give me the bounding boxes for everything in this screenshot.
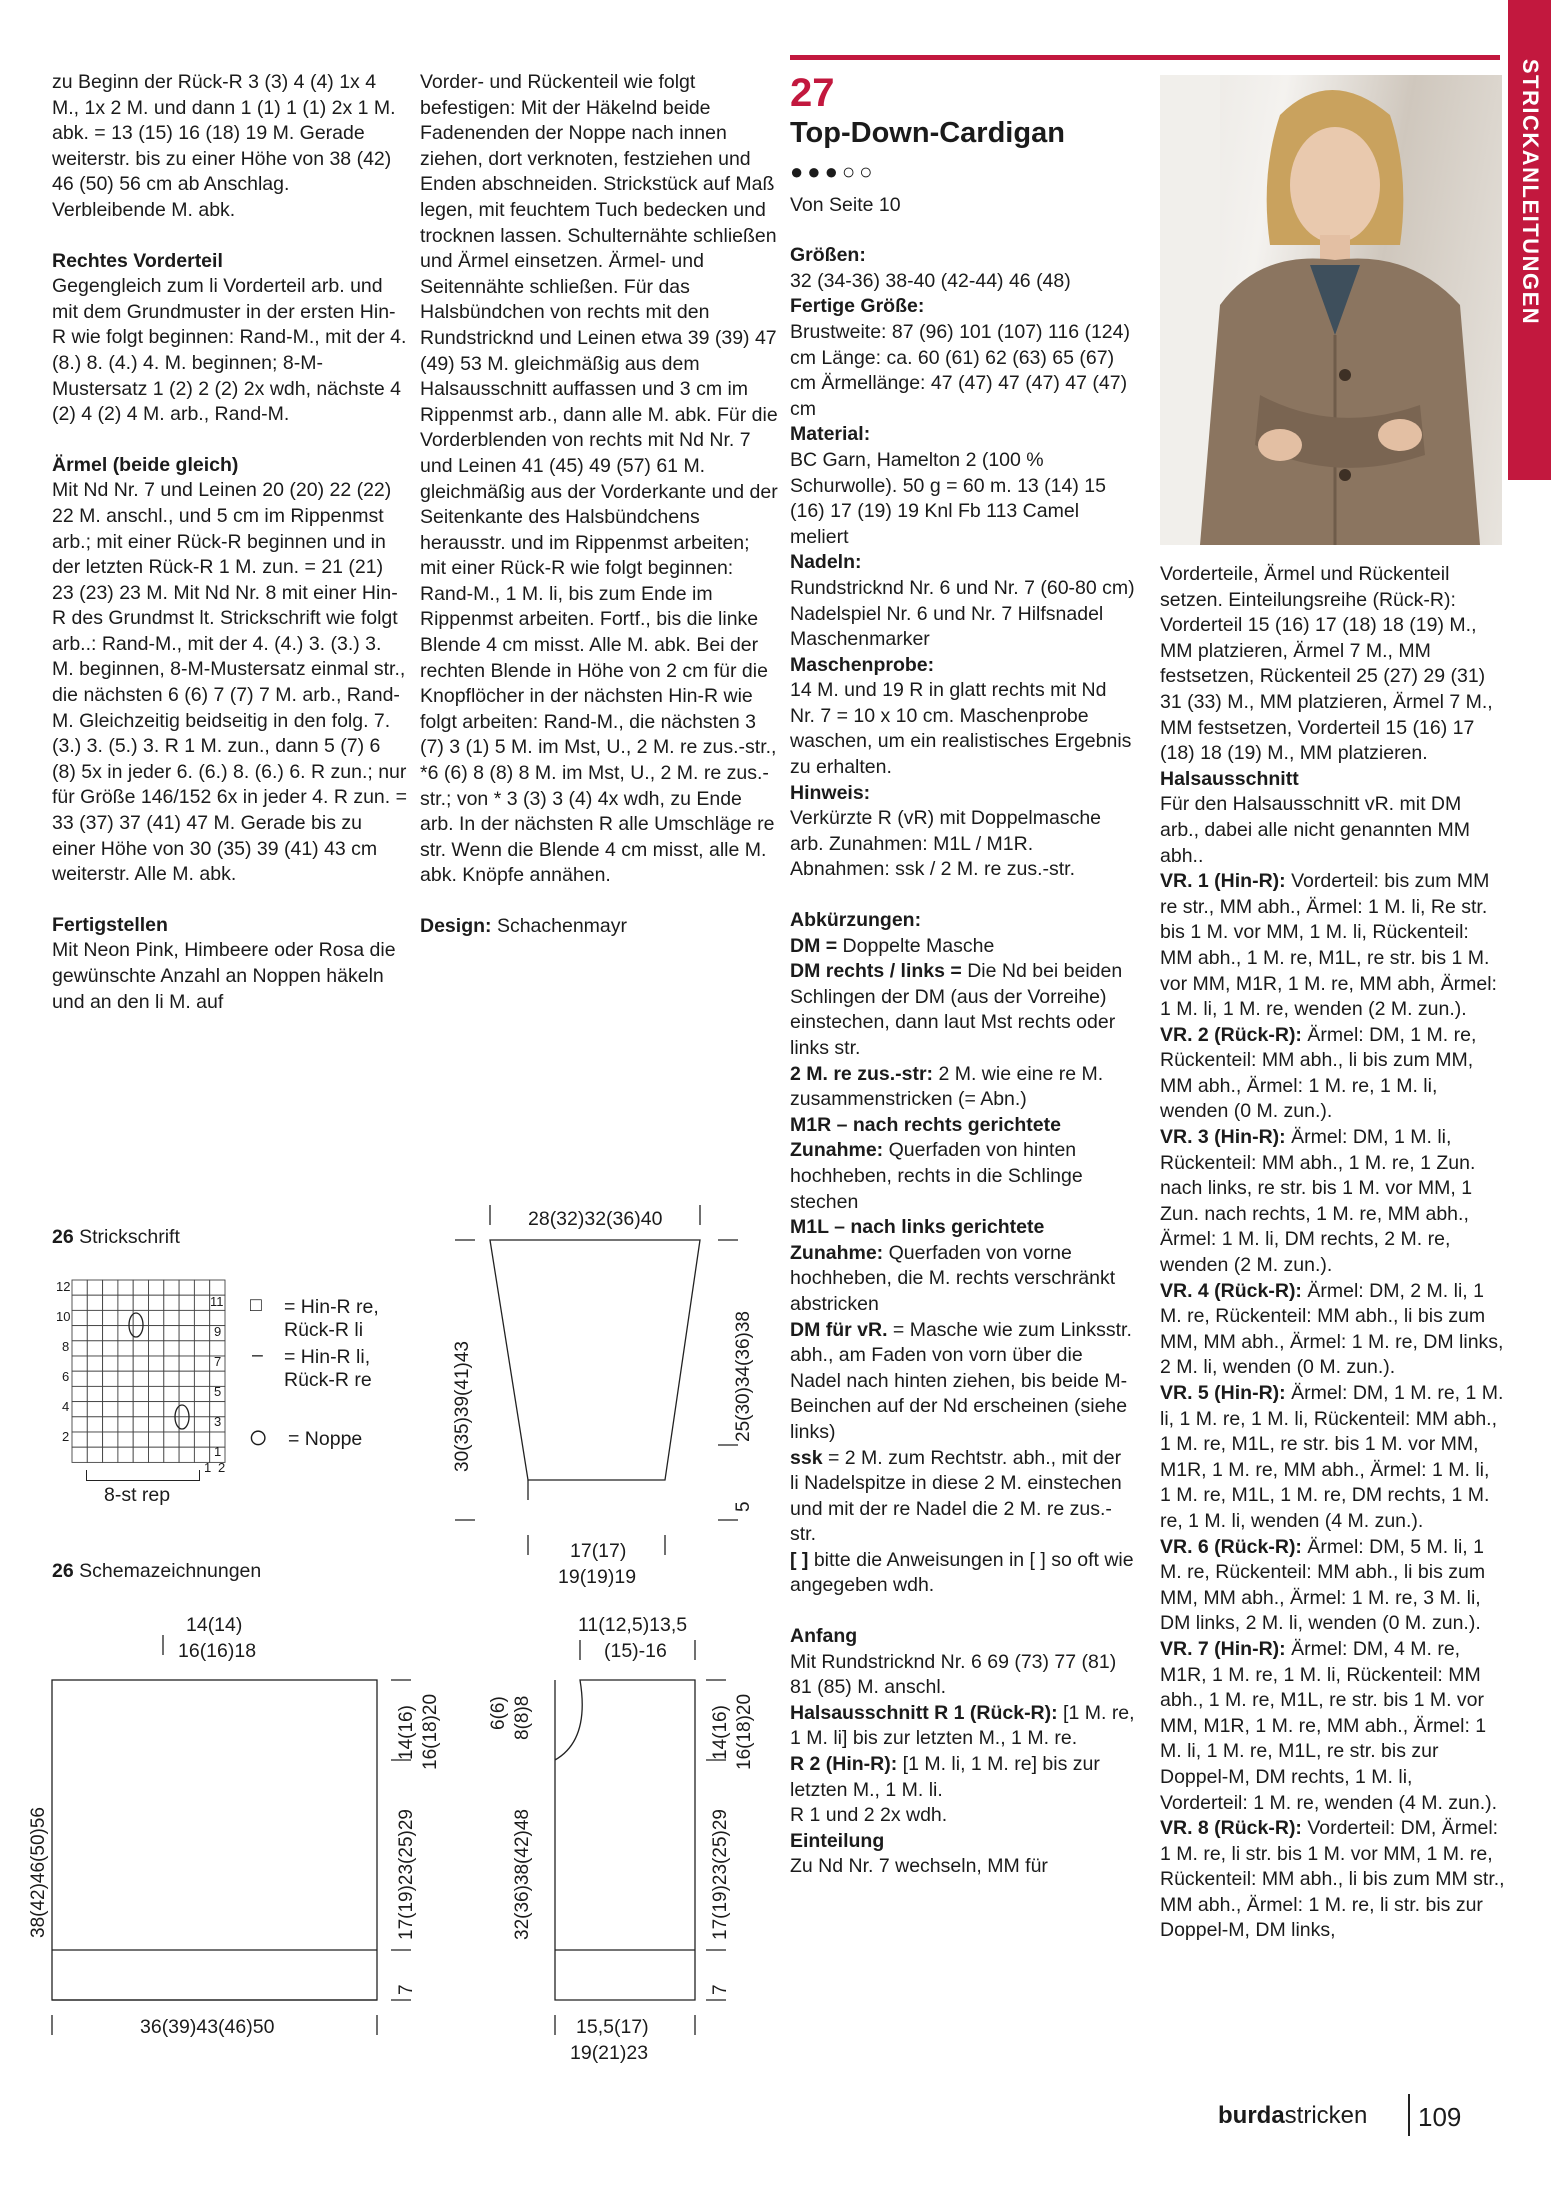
chart-cell xyxy=(179,1386,194,1401)
chart-cell xyxy=(72,1417,87,1432)
front-neck-1: 6(6) xyxy=(488,1696,509,1730)
paragraph: Vorderteile, Ärmel und Rückenteil setzen. Einteilungsreihe (Rück-R): Vorderteil 15 (16) 17 (18) 18 (19) M., MM platzieren, Ärmel 7 M., MM festsetzen, Rückenteil 25 (27) 29 (31) 31 (33) M., MM platzieren, Ärmel 7 M., MM festsetzen, Vorderteil 15 (16) 17 (18) 18 (19) M., MM platzieren. xyxy=(1160,563,1493,765)
abbr-value: bitte die Anweisungen in [ ] so oft wie angegeben wdh. xyxy=(790,1548,1134,1597)
paragraph: Gegengleich zum li Vorderteil arb. und mit dem Grundmuster in der ersten Hin-R wie folgt beginnen: Rand-M., mit der 4. (8.) 8. (4.) 4. M. beginnen; 8-M-Mustersatz 1 (2) 2 (2) 2x wdh, nächste 4 (2) 4 (2) 4 M. arb., Rand-M. xyxy=(52,275,407,426)
row-label: 1 xyxy=(214,1444,222,1459)
col-label: 2 xyxy=(218,1460,226,1475)
chart-cell xyxy=(118,1356,133,1371)
abbreviation-item xyxy=(790,1113,1135,1215)
pattern-number: 27 xyxy=(790,71,835,115)
abbr-value: = 2 M. zum Rechtstr. abh., mit der li Nadelspitze in diese 2 M. einstechen und mit der re Nadel die 2 M. re zus.-str. xyxy=(790,1446,1122,1546)
chart-cell xyxy=(194,1326,209,1341)
column-2 xyxy=(420,70,780,965)
chart-cell xyxy=(87,1447,102,1462)
chart-cell xyxy=(103,1356,118,1371)
chart-cell xyxy=(72,1341,87,1356)
front-width-1: 15,5(17) xyxy=(576,2016,649,2038)
chart-cell xyxy=(103,1280,118,1295)
model-illustration xyxy=(1160,75,1502,545)
chart-cell xyxy=(103,1310,118,1325)
chart-grid xyxy=(72,1280,225,1462)
chart-cell xyxy=(149,1417,164,1432)
row-value: Ärmel: DM, 1 M. re, 1 M. li, 1 M. re, 1 M. li, Rückenteil: MM abh., 1 M. re, M1L, re str. bis 1 M. vor MM, M1R, 1 M. re, MM abh., Ärmel: 1 M. li, 1 M. re, M1L, 1 M. re, DM rechts, 1 M. re, 1 M. li, wenden (4 M. zun.). xyxy=(1160,1382,1504,1532)
chart-cell xyxy=(133,1432,148,1447)
row-value: Ärmel: DM, 5 M. li, 1 M. re, Rückenteil: MM abh., li bis zum MM, MM abh., Ärmel: 1 M. re, 3 M. li, DM links, 2 M. li, wenden (0 M. zun.). xyxy=(1160,1535,1486,1635)
front-outline xyxy=(555,1680,695,2000)
short-row xyxy=(1160,1637,1505,1816)
chart-caption xyxy=(52,1226,180,1249)
chart-cell xyxy=(118,1386,133,1401)
paragraph: Mit Nd Nr. 7 und Leinen 20 (20) 22 (22) 22 M. anschl., und 5 cm im Rippenmst arb.; mit einer Rück-R beginnen und in der letzten Rück-R 1 M. zun. = 21 (21) 23 (23) 23 M. Mit Nd Nr. 8 mit einer Hin-R des Grundmst lt. Strickschrift wie folgt arb..: Rand-M., mit der 4. (4.) 3. (3.) 3. M. beginnen, 8-M-Mustersatz einmal str., die nächsten 6 (6) 7 (7) 7 M. arb., Rand-M. Gleichzeitig beidseitig in den folg. 7. (3.) 3. (5.) 3. R 1 M. zun., dann 5 (7) 6 (8) 5x in jeder 6. (6.) 8. (6.) 6. R zun.; nur für Größe 146/152 6x in jeder 4. R zun. = 33 (37) 37 (41) 47 M. Gerade bis zu einer Höhe von 30 (35) 39 (41) 43 cm weiterstr. Alle M. abk. xyxy=(52,479,407,886)
repeat-bracket xyxy=(86,1470,200,1481)
front-top-2: (15)-16 xyxy=(604,1640,667,1662)
row-value: Vorderteil: bis zum MM re str., MM abh., Ärmel: 1 M. li, Re str. bis 1 M. vor MM, 1 M. li, Rückenteil: MM abh., 1 M. re, M1L, re str. bis 1 M. vor MM, M1R, 1 M. re, MM abh, Ärmel: 1 M. li, 1 M. re, wenden (2 M. zun.). xyxy=(1160,870,1497,1021)
design-credit xyxy=(420,914,780,940)
legend-text: = Hin-R re, Rück-R li xyxy=(284,1296,379,1341)
design-label: Design: xyxy=(420,915,492,937)
chart-cell xyxy=(72,1280,87,1295)
chart-cell xyxy=(149,1326,164,1341)
abbr-value: = Masche wie zum Linksstr. abh., am Faden von vorn über die Nadel nach hinten ziehen, bis beide M-Beinchen auf der Nd erscheinen (siehe links) xyxy=(790,1318,1132,1443)
chart-cell xyxy=(133,1280,148,1295)
abbreviation-item xyxy=(790,934,1135,960)
chart-cell xyxy=(164,1280,179,1295)
chart-cell xyxy=(194,1356,209,1371)
chart-cell xyxy=(194,1402,209,1417)
row-key: VR. 6 (Rück-R): xyxy=(1160,1535,1302,1558)
heading-sleeves: Ärmel (beide gleich) xyxy=(52,453,239,476)
legend-text: = Noppe xyxy=(288,1428,363,1450)
row-label: 6 xyxy=(62,1369,70,1384)
chart-cell xyxy=(164,1356,179,1371)
legend-item xyxy=(250,1294,262,1317)
heading-finished: Fertige Größe: xyxy=(790,295,925,318)
chart-cell xyxy=(164,1432,179,1447)
row-key: R 2 (Hin-R): xyxy=(790,1753,898,1776)
neckline-text: Für den Halsausschnitt vR. mit DM arb., dabei alle nicht genannten MM abh.. xyxy=(1160,793,1471,867)
design-value: Schachenmayr xyxy=(496,915,628,937)
chart-cell xyxy=(149,1356,164,1371)
chart-cell xyxy=(194,1295,209,1310)
sleeve-side: 25(30)34(36)38 xyxy=(733,1311,754,1442)
legend-item xyxy=(252,1344,263,1367)
neck-row-1 xyxy=(790,1701,1135,1752)
abbr-key: M1R – nach rechts gerichtete Zunahme: xyxy=(790,1113,1061,1162)
chart-cell xyxy=(103,1402,118,1417)
heading-finishing: Fertigstellen xyxy=(52,913,168,936)
abbr-key: ssk xyxy=(790,1446,823,1469)
back-rib: 7 xyxy=(396,1984,417,1995)
section-tab xyxy=(1508,0,1551,480)
column-1 xyxy=(52,70,407,1040)
chart-cell xyxy=(179,1295,194,1310)
abbr-value: Doppelte Masche xyxy=(837,934,995,957)
heading-neckline: Halsausschnitt xyxy=(1160,767,1299,790)
chart-cell xyxy=(194,1280,209,1295)
row-value: Ärmel: DM, 1 M. li, Rückenteil: MM abh., 1 M. re, 1 Zun. nach links, re str. bis 1 M. vor MM, 1 Zun. nach rechts, 1 M. re, MM abh., Ärmel: 1 M. li, DM rechts, 2 M. re, wenden (2 M. zun.). xyxy=(1160,1126,1476,1277)
page-number: 109 xyxy=(1418,2102,1462,2132)
chart-cell xyxy=(118,1402,133,1417)
abbr-value: Die Nd bei beiden Schlingen der DM (aus der Vorreihe) einstechen, dann laut Mst rechts oder links str. xyxy=(790,960,1123,1059)
front-side: 17(19)23(25)29 xyxy=(710,1809,731,1940)
chart-cell xyxy=(179,1310,194,1325)
chart-cell xyxy=(87,1310,102,1325)
chart-cell xyxy=(87,1356,102,1371)
abbreviation-item xyxy=(790,1062,1135,1113)
brand-text: stricken xyxy=(1284,2102,1368,2129)
heading-sizes: Größen: xyxy=(790,244,866,267)
short-row xyxy=(1160,869,1505,1023)
back-width: 36(39)43(46)50 xyxy=(140,2016,275,2038)
back-outline xyxy=(52,1680,377,2000)
pattern-title: Top-Down-Cardigan xyxy=(790,117,1065,149)
chart-cell xyxy=(72,1402,87,1417)
abbreviation-list xyxy=(790,934,1135,1599)
row-label: 11 xyxy=(210,1294,224,1309)
sleeve-cuff-width-2: 19(19)19 xyxy=(558,1566,637,1588)
sleeve-length: 30(35)39(41)43 xyxy=(452,1341,473,1472)
chart-cell xyxy=(133,1295,148,1310)
front-top-1: 11(12,5)13,5 xyxy=(578,1614,688,1636)
abbr-key: [ ] xyxy=(790,1548,809,1571)
chart-cell xyxy=(179,1341,194,1356)
chart-cell xyxy=(179,1371,194,1386)
chart-cell xyxy=(118,1341,133,1356)
caption-text: Schemazeichnungen xyxy=(79,1560,262,1582)
row-value: Ärmel: DM, 4 M. re, M1R, 1 M. re, 1 M. li, Rückenteil: MM abh., 1 M. re, M1L, re str. bis 1 M. vor MM, M1R, 1 M. re, MM abh., Ärmel: 1 M. li, 1 M. re, M1L, re str. bis zur Doppel-M, DM rechts, 1 M. li, Vorderteil: 1 M. re, wenden (4 M. zun.). xyxy=(1160,1637,1498,1814)
row-value: Vorderteil: DM, Ärmel: 1 M. re, li str. bis 1 M. vor MM, 1 M. re, Rückenteil: MM abh., li bis zum MM str., MM abh., Ärmel: 1 M. re, li str. bis zur Doppel-M, DM links, xyxy=(1160,1817,1505,1942)
chart-cell xyxy=(179,1417,194,1432)
row-label: 5 xyxy=(214,1384,222,1399)
brand-bold: burda xyxy=(1218,2102,1285,2129)
heading-abbreviations: Abkürzungen: xyxy=(790,909,922,932)
sleeve-cuff: 5 xyxy=(733,1501,754,1512)
abbr-key: DM für vR. xyxy=(790,1318,888,1341)
row-label: 4 xyxy=(62,1399,70,1414)
chart-cell xyxy=(194,1341,209,1356)
chart-cell xyxy=(72,1356,87,1371)
row-label: 2 xyxy=(62,1429,70,1444)
needles-text: Rundstricknd Nr. 6 und Nr. 7 (60-80 cm) Nadelspiel Nr. 6 und Nr. 7 Hilfsnadel Maschenmarker xyxy=(790,576,1135,651)
chart-cell xyxy=(194,1310,209,1325)
chart-cell xyxy=(164,1310,179,1325)
front-neck-2: 8(8)8 xyxy=(512,1695,533,1740)
abbreviation-item xyxy=(790,1215,1135,1317)
abbr-value: Querfaden von vorne hochheben, die M. rechts verschränkt abstricken xyxy=(790,1241,1116,1315)
chart-cell xyxy=(149,1371,164,1386)
short-row xyxy=(1160,1279,1505,1381)
row-key: VR. 3 (Hin-R): xyxy=(1160,1126,1286,1149)
heading-gauge: Maschenprobe: xyxy=(790,653,935,676)
back-top-2: 16(16)18 xyxy=(178,1640,257,1662)
chart-cell xyxy=(103,1417,118,1432)
chart-cell xyxy=(133,1447,148,1462)
chart-cell xyxy=(194,1371,209,1386)
abbr-value: Querfaden von hinten hochheben, rechts in die Schlinge stechen xyxy=(790,1139,1083,1213)
chart-cell xyxy=(149,1432,164,1447)
abbr-key: 2 M. re zus.-str: xyxy=(790,1062,934,1085)
row-key: VR. 5 (Hin-R): xyxy=(1160,1382,1286,1404)
chart-cell xyxy=(87,1402,102,1417)
legend-symbol: – xyxy=(252,1344,263,1366)
legend-symbol: □ xyxy=(250,1294,262,1316)
row-key: VR. 2 (Rück-R): xyxy=(1160,1023,1302,1046)
row-label: 9 xyxy=(214,1324,222,1339)
chart-cell xyxy=(103,1295,118,1310)
paragraph: Mit Neon Pink, Himbeere oder Rosa die gewünschte Anzahl an Noppen häkeln und an den li M. auf xyxy=(52,939,396,1013)
neck-row-2 xyxy=(790,1752,1135,1803)
row-label: 3 xyxy=(214,1414,222,1429)
material-text: BC Garn, Hamelton 2 (100 % Schurwolle). 50 g = 60 m. 13 (14) 15 (16) 17 (19) 19 Knl Fb 113 Camel meliert xyxy=(790,448,1106,548)
chart-cell xyxy=(72,1447,87,1462)
abbr-key: M1L – nach links gerichtete Zunahme: xyxy=(790,1216,1045,1264)
chart-cell xyxy=(72,1295,87,1310)
chart-cell xyxy=(149,1447,164,1462)
chart-cell xyxy=(179,1280,194,1295)
row-key: VR. 1 (Hin-R): xyxy=(1160,870,1286,893)
neck-repeat: R 1 und 2 2x wdh. xyxy=(790,1804,948,1827)
chart-cell xyxy=(87,1295,102,1310)
abbr-key: DM rechts / links = xyxy=(790,960,962,983)
abbreviation-item xyxy=(790,1318,1135,1446)
row-key: VR. 8 (Rück-R): xyxy=(1160,1817,1302,1840)
chart-cell xyxy=(118,1280,133,1295)
chart-cell xyxy=(149,1280,164,1295)
back-armhole-1: 14(16) xyxy=(396,1705,417,1760)
chart-cell xyxy=(87,1417,102,1432)
from-page: Von Seite 10 xyxy=(790,193,901,216)
heading-right-front: Rechtes Vorderteil xyxy=(52,249,223,272)
row-key: VR. 4 (Rück-R): xyxy=(1160,1279,1302,1302)
chart-cell xyxy=(133,1417,148,1432)
heading-division: Einteilung xyxy=(790,1829,885,1852)
chart-cell xyxy=(118,1432,133,1447)
chart-cell xyxy=(87,1341,102,1356)
chart-cell xyxy=(72,1432,87,1447)
chart-cell xyxy=(72,1386,87,1401)
chart-cell xyxy=(133,1386,148,1401)
sleeve-top-width: 28(32)32(36)40 xyxy=(528,1208,663,1230)
chart-cell xyxy=(210,1280,225,1295)
back-length: 38(42)46(50)56 xyxy=(28,1807,49,1938)
abbr-key: DM = xyxy=(790,934,838,957)
chart-cell xyxy=(103,1341,118,1356)
legend-text: = Hin-R li, Rück-R re xyxy=(284,1346,372,1391)
chart-cell xyxy=(149,1295,164,1310)
chart-cell xyxy=(149,1310,164,1325)
chart-cell xyxy=(133,1341,148,1356)
chart-cell xyxy=(72,1326,87,1341)
chart-cell xyxy=(164,1326,179,1341)
row-key: Halsausschnitt R 1 (Rück-R): xyxy=(790,1701,1058,1724)
chart-cell xyxy=(194,1386,209,1401)
heading-start: Anfang xyxy=(790,1625,858,1648)
row-label: 10 xyxy=(56,1309,71,1324)
cardigan-photo xyxy=(1160,75,1502,545)
row-value: Ärmel: DM, 2 M. li, 1 M. re, Rückenteil: MM abh., li bis zum MM, MM abh., Ärmel: 1 M. re, DM links, 2 M. li, wenden (0 M. zun.). xyxy=(1160,1279,1504,1379)
chart-cell xyxy=(87,1432,102,1447)
chart-cell xyxy=(164,1386,179,1401)
back-armhole-2: 16(18)20 xyxy=(420,1693,441,1770)
chart-cell xyxy=(133,1356,148,1371)
chart-cell xyxy=(179,1447,194,1462)
chart-cell xyxy=(103,1326,118,1341)
row-value: [1 M. li, 1 M. re] bis zur letzten M., 1 M. li. xyxy=(790,1753,1100,1801)
col-label: 1 xyxy=(204,1460,212,1475)
start-text: Mit Rundstricknd Nr. 6 69 (73) 77 (81) 81 (85) M. anschl. xyxy=(790,1650,1117,1699)
short-row xyxy=(1160,1023,1505,1125)
chart-cell xyxy=(179,1432,194,1447)
front-width-2: 19(21)23 xyxy=(570,2042,649,2064)
row-label: 7 xyxy=(214,1354,222,1369)
finished-text: Brustweite: 87 (96) 101 (107) 116 (124) cm Länge: ca. 60 (61) 62 (63) 65 (67) cm Ärmellänge: 47 (47) 47 (47) 47 (47) cm xyxy=(790,320,1130,420)
back-top-1: 14(14) xyxy=(186,1614,243,1636)
chart-cell xyxy=(103,1371,118,1386)
schema-caption xyxy=(52,1560,261,1583)
row-label: 8 xyxy=(62,1339,70,1354)
chart-cell xyxy=(87,1371,102,1386)
difficulty-rating: ●●●○○ xyxy=(790,159,877,184)
chart-cell xyxy=(118,1447,133,1462)
abbreviation-item xyxy=(790,1446,1135,1548)
sizes-text: 32 (34-36) 38-40 (42-44) 46 (48) xyxy=(790,269,1071,292)
chart-cell xyxy=(194,1432,209,1447)
caption-text: Strickschrift xyxy=(79,1226,180,1248)
row-label: 12 xyxy=(56,1279,71,1294)
caption-number: 26 xyxy=(52,1560,74,1582)
sleeve-cuff-width: 17(17) xyxy=(570,1540,627,1562)
chart-cell xyxy=(164,1341,179,1356)
short-row xyxy=(1160,1535,1505,1637)
chart-cell xyxy=(103,1432,118,1447)
hint-text: Verkürzte R (vR) mit Doppelmasche arb. Zunahmen: M1L / M1R. Abnahmen: ssk / 2 M. re zus.-str. xyxy=(790,807,1102,881)
column-4 xyxy=(1160,562,1505,1944)
chart-cell xyxy=(87,1280,102,1295)
heading-material: Material: xyxy=(790,423,871,446)
chart-cell xyxy=(149,1386,164,1401)
row-value: Ärmel: DM, 1 M. re, Rückenteil: MM abh., li bis zum MM, MM abh., Ärmel: 1 M. re, 1 M. li, wenden (0 M. zun.). xyxy=(1160,1023,1477,1123)
section-tab-label: STRICKANLEITUNGEN xyxy=(1517,58,1543,326)
chart-cell xyxy=(179,1326,194,1341)
chart-cell xyxy=(103,1447,118,1462)
heading-hint: Hinweis: xyxy=(790,781,871,804)
chart-cell xyxy=(179,1356,194,1371)
repeat-label: 8-st rep xyxy=(104,1484,171,1506)
chart-cell xyxy=(118,1295,133,1310)
heading-needles: Nadeln: xyxy=(790,551,862,574)
chart-cell xyxy=(87,1326,102,1341)
caption-number: 26 xyxy=(52,1226,74,1248)
short-row xyxy=(1160,1125,1505,1279)
row-key: VR. 7 (Hin-R): xyxy=(1160,1637,1286,1660)
chart-cell xyxy=(149,1341,164,1356)
chart-cell xyxy=(194,1417,209,1432)
chart-cell xyxy=(118,1417,133,1432)
short-row xyxy=(1160,1816,1505,1944)
column-3 xyxy=(790,55,1135,1880)
chart-cell xyxy=(149,1402,164,1417)
chart-cell xyxy=(72,1310,87,1325)
front-rib: 7 xyxy=(710,1984,731,1995)
back-side: 17(19)23(25)29 xyxy=(396,1809,417,1940)
chart-cell xyxy=(133,1371,148,1386)
front-armhole-2: 16(18)20 xyxy=(734,1693,755,1770)
chart-cell xyxy=(133,1402,148,1417)
abbreviation-item xyxy=(790,959,1135,1061)
row-value: [1 M. re, 1 M. li] bis zur letzten M., 1 M. re. xyxy=(790,1701,1135,1750)
chart-cell xyxy=(103,1386,118,1401)
paragraph: Vorder- und Rückenteil wie folgt befestigen: Mit der Häkelnd beide Fadenenden der Noppe nach innen ziehen, dort verknoten, festziehen und Enden abschneiden. Strickstück auf Maß legen, mit feuchtem Tuch bedecken und trocknen lassen. Schulternähte schließen und Ärmel einsetzen. Ärmel- und Seitennähte schließen. Für das Halsbündchen von rechts mit den Rundstricknd und Leinen etwa 39 (39) 47 (49) 53 M. gleichmäßig aus dem Halsausschnitt auffassen und 3 cm im Rippenmst arb., dann alle M. abk. Für die Vorderblenden von rechts mit Nd Nr. 7 und Leinen 41 (45) 49 (57) 61 M. gleichmäßig aus der Vorderkante und der Seitenkante des Halsbündchens herausstr. und im Rippenmst arbeiten; mit einer Rück-R wie folgt beginnen: Rand-M., 1 M. li, bis zum Ende im Rippenmst arbeiten. Fortf., bis die linke Blende 4 cm misst. Alle M. abk. Bei der rechten Blende in Höhe von 2 cm für die Knopflöcher in der nächsten Hin-R wie folgt arbeiten: Rand-M., die nächsten 3 (7) 3 (1) 5 M. im Mst, U., 2 M. re zus.-str., *6 (6) 8 (8) 8 M. im Mst, U., 2 M. re zus.-str.; von * 3 (3) 3 (4) 4x wdh, zu Ende arb. In der nächsten R alle Umschläge re str. Wenn die Blende 4 cm misst, alle M. abk. Knöpfe annähen. xyxy=(420,71,778,887)
chart-cell xyxy=(118,1371,133,1386)
paragraph: zu Beginn der Rück-R 3 (3) 4 (4) 1x 4 M., 1x 2 M. und dann 1 (1) 1 (1) 2x 1 M. abk. = 13 (15) 16 (18) 19 M. Gerade weiterstr. bis zu einer Höhe von 38 (42) 46 (50) 56 cm ab Anschlag. Verbleibende M. abk. xyxy=(52,71,396,221)
sleeve-outline xyxy=(490,1240,700,1480)
chart-cell xyxy=(164,1295,179,1310)
abbr-value: 2 M. wie eine re M. zusammenstricken (= Abn.) xyxy=(790,1062,1104,1111)
gauge-text: 14 M. und 19 R in glatt rechts mit Nd Nr. 7 = 10 x 10 cm. Maschenprobe waschen, um ein realistisches Ergebnis zu erhalten. xyxy=(790,679,1132,779)
chart-cell xyxy=(87,1386,102,1401)
abbreviation-item xyxy=(790,1548,1135,1599)
chart-cell xyxy=(164,1447,179,1462)
front-length: 32(36)38(42)48 xyxy=(512,1809,533,1940)
chart-cell xyxy=(164,1371,179,1386)
chart-cell xyxy=(72,1371,87,1386)
division-text: Zu Nd Nr. 7 wechseln, MM für xyxy=(790,1855,1048,1878)
legend-symbol: ○ xyxy=(248,1418,269,1456)
short-row xyxy=(1160,1381,1505,1535)
front-armhole-1: 14(16) xyxy=(710,1705,731,1760)
footer-divider xyxy=(1408,2094,1410,2136)
page-footer xyxy=(1218,2102,1462,2132)
